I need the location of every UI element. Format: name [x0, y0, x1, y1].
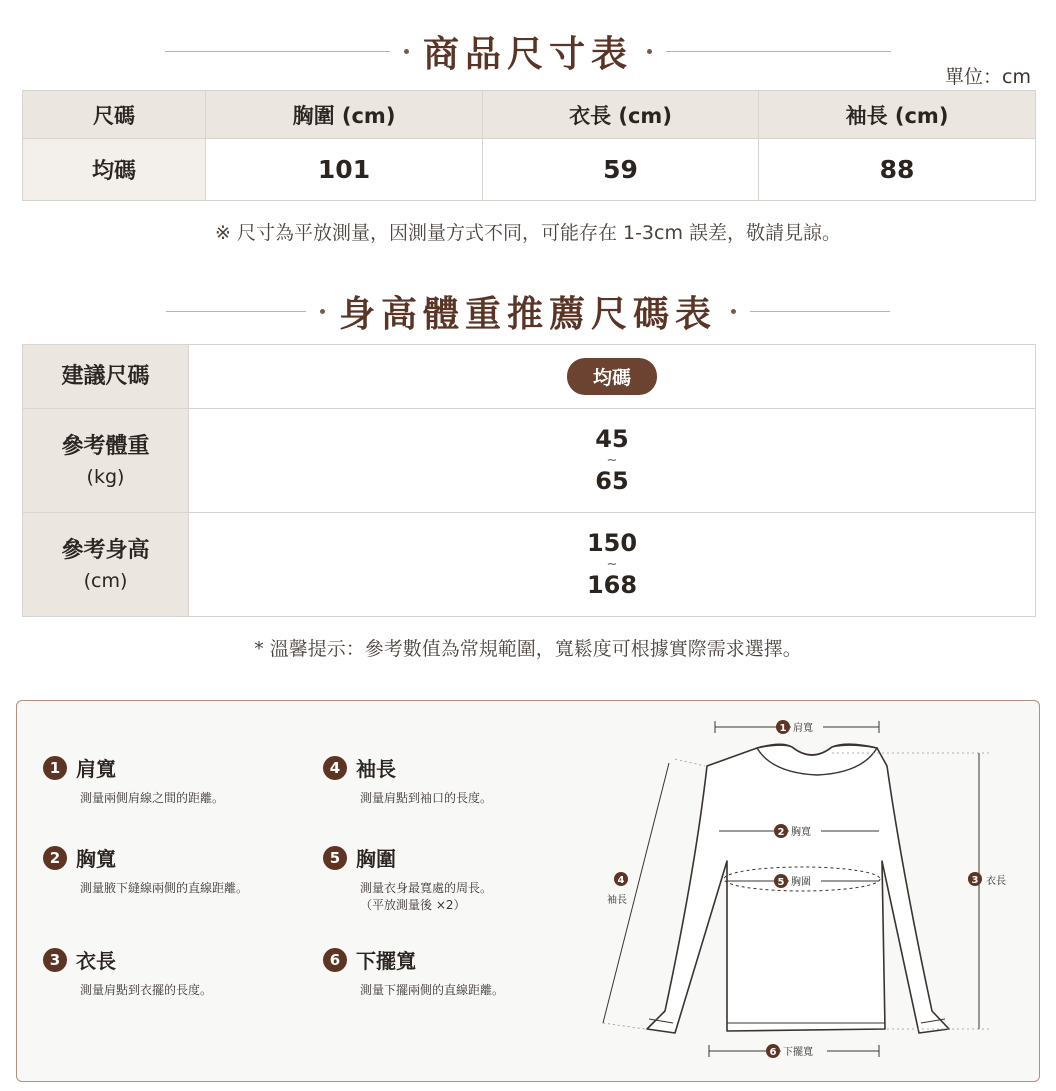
- guide-item-desc: 測量肩點到袖口的長度。: [360, 791, 493, 805]
- guide-item-desc-line2: （平放測量後 ×2）: [360, 898, 466, 913]
- recommend-title-row: [0, 286, 1056, 337]
- title-dot: [320, 309, 325, 314]
- guide-item-length: [43, 945, 212, 999]
- guide-item-desc: 測量下擺兩側的直線距離。: [360, 983, 505, 997]
- guide-item-title: 胸圍: [356, 847, 396, 871]
- header-size: 尺碼: [23, 91, 206, 139]
- table-header-row: [23, 91, 1036, 139]
- badge-1-num: 1: [779, 723, 787, 734]
- cell-chest: 101: [206, 139, 483, 201]
- guide-item-title: 下擺寬: [356, 949, 416, 973]
- title-dot: [404, 49, 409, 54]
- guide-item-title: 衣長: [76, 949, 116, 973]
- weight-min: 45: [595, 425, 629, 454]
- guide-item-desc: 測量腋下縫線兩側的直線距離。: [80, 881, 249, 895]
- recommend-note: * 溫馨提示：參考數值為常規範圍，寬鬆度可根據實際需求選擇。: [254, 638, 802, 660]
- weight-label: 參考體重: [61, 433, 150, 459]
- height-label: 參考身高: [61, 537, 150, 563]
- weight-unit: (kg): [86, 465, 125, 488]
- guide-item-hem-width: [323, 945, 504, 999]
- badge-6-num: 6: [769, 1047, 777, 1058]
- diagram-label-hem: 下擺寬: [783, 1047, 813, 1058]
- guide-item-chest-width: [43, 843, 248, 897]
- size-chart-title: 商品尺寸表: [422, 33, 633, 75]
- guide-item-title: 胸寬: [76, 847, 116, 871]
- measurement-guide-panel: [16, 700, 1040, 1082]
- number-badge: 4: [323, 756, 347, 780]
- guide-item-desc-line1: 測量衣身最寬處的周長。: [360, 881, 493, 895]
- unit-label: 單位：cm: [945, 66, 1031, 88]
- range-tilde: ~: [606, 452, 618, 468]
- cell-size: 均碼: [23, 139, 206, 201]
- garment-diagram: [587, 711, 1037, 1073]
- title-divider: [165, 51, 390, 52]
- diagram-label-sleeve: 袖長: [607, 895, 627, 906]
- guide-item-sleeve: [323, 753, 492, 807]
- height-unit: (cm): [83, 569, 128, 592]
- recommend-title: 身高體重推薦尺碼表: [338, 293, 717, 335]
- number-badge: 1: [43, 756, 67, 780]
- diagram-label-chest-width: 胸寬: [791, 827, 811, 838]
- title-divider: [166, 311, 306, 312]
- header-length: 衣長 (cm): [483, 91, 759, 139]
- recommend-table: [22, 344, 1036, 617]
- header-sleeve: 袖長 (cm): [759, 91, 1036, 139]
- badge-3-num: 3: [971, 875, 979, 886]
- guide-item-title: 袖長: [356, 757, 396, 781]
- table-row: [23, 345, 1036, 409]
- title-divider: [750, 311, 890, 312]
- diagram-label-length: 衣長: [986, 876, 1006, 887]
- height-max: 168: [586, 571, 638, 600]
- number-badge: 5: [323, 846, 347, 870]
- height-label-cell: [23, 513, 189, 617]
- header-chest: 胸圍 (cm): [206, 91, 483, 139]
- title-dot: [731, 309, 736, 314]
- sleeve-arrow: [603, 763, 669, 1023]
- table-row: [23, 513, 1036, 617]
- cell-length: 59: [483, 139, 759, 201]
- size-table: [22, 90, 1036, 201]
- size-value-cell: [189, 345, 1036, 409]
- table-row: [23, 139, 1036, 201]
- guide-item-chest-circumference: [323, 843, 492, 915]
- range-tilde: ~: [606, 556, 618, 572]
- size-label: 建議尺碼: [23, 345, 189, 409]
- size-pill: 均碼: [567, 358, 657, 395]
- sleeve-guide: [603, 1023, 645, 1029]
- sleeve-guide: [675, 759, 705, 766]
- height-range-cell: [189, 513, 1036, 617]
- diagram-label-chest-circ: 胸圍: [791, 877, 811, 888]
- size-note: ※ 尺寸為平放測量，因測量方式不同，可能存在 1-3cm 誤差，敬請見諒。: [214, 222, 842, 244]
- weight-label-cell: [23, 409, 189, 513]
- number-badge: 6: [323, 948, 347, 972]
- badge-4-num: 4: [617, 875, 625, 886]
- badge-5-num: 5: [777, 877, 785, 888]
- badge-2-num: 2: [777, 827, 785, 838]
- guide-item-shoulder: [43, 753, 224, 807]
- table-row: [23, 409, 1036, 513]
- title-divider: [666, 51, 891, 52]
- title-dot: [647, 49, 652, 54]
- shirt-outline: [647, 744, 949, 1033]
- cell-sleeve: 88: [759, 139, 1036, 201]
- diagram-label-shoulder: 肩寬: [793, 723, 813, 734]
- height-min: 150: [586, 529, 638, 558]
- weight-max: 65: [595, 467, 629, 496]
- guide-item-title: 肩寬: [76, 757, 116, 781]
- guide-item-desc: 測量肩點到衣擺的長度。: [80, 983, 213, 997]
- guide-item-desc: [360, 880, 492, 915]
- number-badge: 2: [43, 846, 67, 870]
- weight-range-cell: [189, 409, 1036, 513]
- number-badge: 3: [43, 948, 67, 972]
- guide-item-desc: 測量兩側肩線之間的距離。: [80, 791, 225, 805]
- size-chart-title-row: [0, 26, 1056, 77]
